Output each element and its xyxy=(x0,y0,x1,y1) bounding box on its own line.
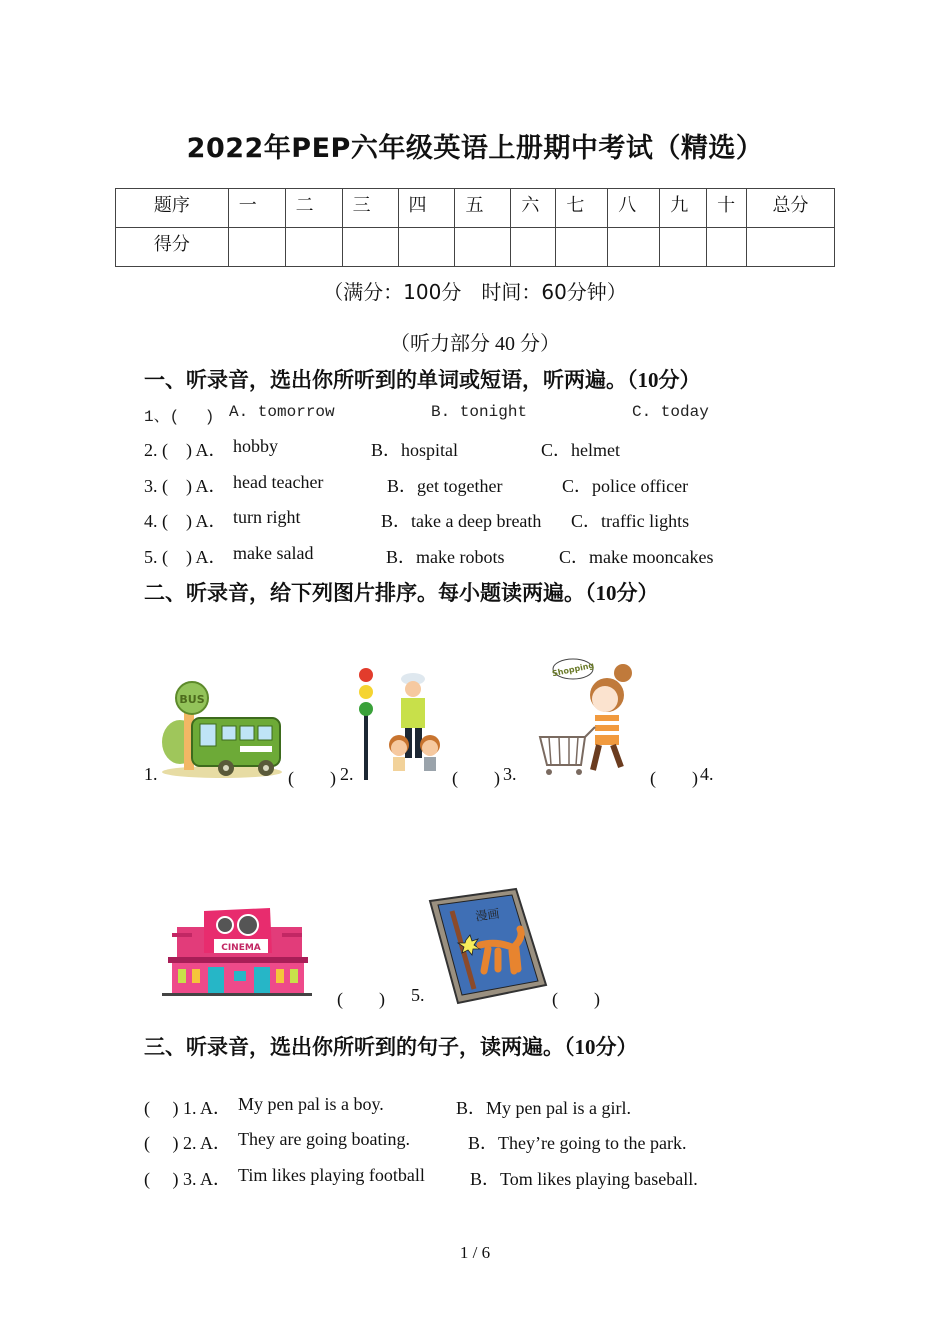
option-a: Tim likes playing football xyxy=(238,1165,425,1185)
option-a: hobby xyxy=(233,436,278,456)
cinema-sign-text: CINEMA xyxy=(221,943,261,953)
page-number: 1 / 6 xyxy=(459,1243,491,1262)
answer-blank[interactable]: ( ) xyxy=(452,768,500,788)
option-c: C．police officer xyxy=(562,476,689,496)
score-cell[interactable] xyxy=(608,228,660,267)
option-c: C．traffic lights xyxy=(571,511,690,531)
section-3-heading: 三、听录音，选出你所听到的句子，读两遍。（10分） xyxy=(144,1035,638,1059)
picture-label: 5. xyxy=(411,985,425,1005)
picture-label: 3. xyxy=(503,764,517,784)
score-table-score-row xyxy=(116,228,835,267)
question-number: 5. ( ) A． xyxy=(144,547,227,567)
option-a: head teacher xyxy=(233,472,324,492)
girl-shopping-picture xyxy=(535,655,645,780)
answer-blank[interactable]: ( ) xyxy=(650,768,698,788)
picture-label: 1. xyxy=(144,764,158,784)
table-header-cell: 总分 xyxy=(747,189,835,228)
question-number: ( ) 1. A． xyxy=(144,1098,231,1118)
picture-label: 4. xyxy=(700,764,714,784)
table-header-cell: 六 xyxy=(511,189,556,228)
answer-blank[interactable]: ( ) xyxy=(552,989,600,1009)
option-a: A. tomorrow xyxy=(229,403,335,421)
option-b: B．Tom likes playing baseball. xyxy=(470,1169,698,1189)
picture-label: 2. xyxy=(340,764,354,784)
table-header-cell: 三 xyxy=(342,189,398,228)
option-c: C. today xyxy=(632,403,709,421)
comic-cover-text: 漫画 xyxy=(474,906,501,924)
table-header-cell: 十 xyxy=(707,189,747,228)
cinema-picture xyxy=(162,905,312,1000)
row-label: 得分 xyxy=(116,228,229,267)
comic-book-picture xyxy=(428,885,550,1007)
option-b: B．hospital xyxy=(371,440,459,460)
option-b: B．My pen pal is a girl. xyxy=(456,1098,631,1118)
bus-stop-picture xyxy=(160,680,285,780)
table-header-cell: 七 xyxy=(556,189,608,228)
score-cell[interactable] xyxy=(747,228,835,267)
question-number: 3. ( ) A． xyxy=(144,476,227,496)
score-cell[interactable] xyxy=(398,228,455,267)
question-number: 2. ( ) A． xyxy=(144,440,227,460)
answer-blank[interactable]: ( ) xyxy=(288,768,336,788)
option-b: B．make robots xyxy=(386,547,505,567)
section-2-heading: 二、听录音，给下列图片排序。每小题读两遍。（10分） xyxy=(144,581,659,605)
question-number: ( ) 3. A． xyxy=(144,1169,231,1189)
option-c: C．helmet xyxy=(541,440,620,460)
score-table xyxy=(115,188,835,267)
option-b: B．take a deep breath xyxy=(381,511,542,531)
question-number: 4. ( ) A． xyxy=(144,511,227,531)
score-cell[interactable] xyxy=(342,228,398,267)
option-a: They are going boating. xyxy=(238,1129,410,1149)
option-a: make salad xyxy=(233,543,314,563)
question-number: ( ) 2. A． xyxy=(144,1133,231,1153)
exam-info: （满分：100分 时间：60分钟） xyxy=(323,280,627,304)
table-header-cell: 八 xyxy=(608,189,660,228)
option-b: B．get together xyxy=(387,476,503,496)
listening-part-label: （听力部分 40 分） xyxy=(390,333,560,355)
score-cell[interactable] xyxy=(707,228,747,267)
table-header-cell: 二 xyxy=(285,189,342,228)
score-cell[interactable] xyxy=(455,228,511,267)
option-b: B. tonight xyxy=(431,403,528,421)
option-b: B．They’re going to the park. xyxy=(468,1133,687,1153)
option-a: My pen pal is a boy. xyxy=(238,1094,384,1114)
section-1-heading: 一、听录音，选出你所听到的单词或短语，听两遍。（10分） xyxy=(144,368,701,392)
score-cell[interactable] xyxy=(556,228,608,267)
table-header-cell: 题序 xyxy=(116,189,229,228)
score-cell[interactable] xyxy=(511,228,556,267)
traffic-police-picture xyxy=(355,665,455,780)
table-header-cell: 一 xyxy=(228,189,285,228)
table-header-cell: 四 xyxy=(398,189,455,228)
page-title: 2022年PEP六年级英语上册期中考试（精选） xyxy=(186,133,764,164)
bus-sign-text: BUS xyxy=(179,693,205,706)
table-header-cell: 五 xyxy=(455,189,511,228)
answer-blank[interactable]: ( ) xyxy=(337,989,385,1009)
score-cell[interactable] xyxy=(228,228,285,267)
score-table-header-row xyxy=(116,189,835,228)
score-cell[interactable] xyxy=(285,228,342,267)
option-c: C．make mooncakes xyxy=(559,547,714,567)
question-number: 1、( ) xyxy=(144,408,215,426)
score-cell[interactable] xyxy=(660,228,707,267)
option-a: turn right xyxy=(233,507,301,527)
speech-bubble-text: Shopping xyxy=(551,660,595,679)
table-header-cell: 九 xyxy=(660,189,707,228)
